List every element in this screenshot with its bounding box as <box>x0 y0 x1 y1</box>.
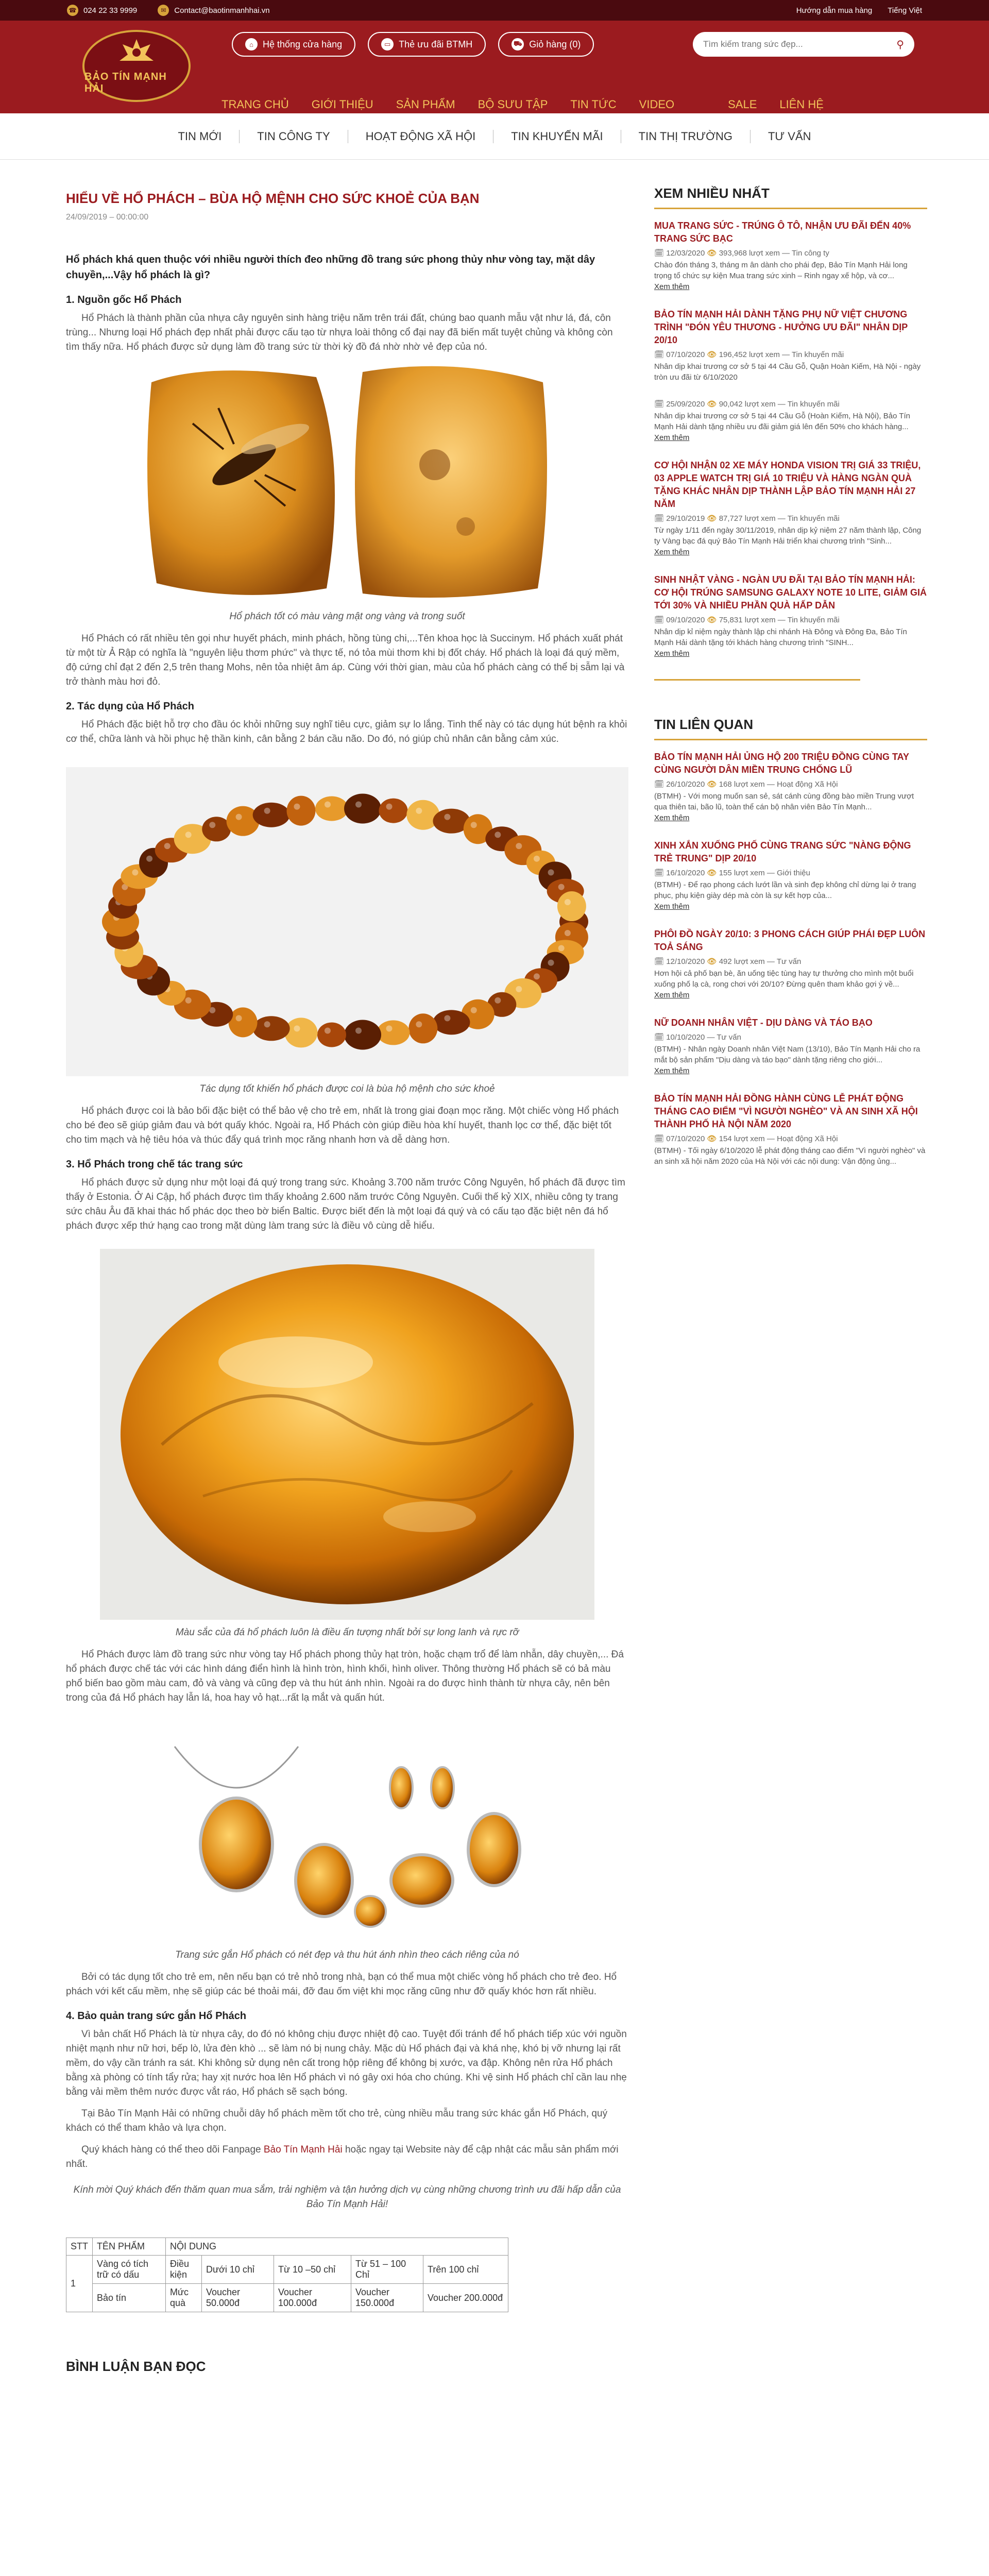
eye-icon: 👁 <box>707 780 717 789</box>
news-title[interactable]: BẢO TÍN MẠNH HẢI ỦNG HỘ 200 TRIỆU ĐỒNG CÙNG TAY CÙNG NGƯỜI DÂN MIỀN TRUNG CHỐNG LŨ <box>654 752 909 775</box>
promotion-table: STT TÊN PHẨM NỘI DUNG 1 Vàng có tích trữ có dấu Điều kiện Dưới 10 chỉ Từ 10 –50 chỉ Từ 51 – 100 Chỉ Trên 100 chỉ Bảo tín Mức quà Voucher 50.000đ Voucher 100.000đ Voucher 150.000đ Voucher 200.000đ <box>66 2238 508 2312</box>
phone-contact[interactable]: ☎ 024 22 33 9999 <box>67 5 137 16</box>
news-excerpt: (BTMH) - Để rạo phong cách lướt lần và sinh đẹp không chỉ dừng lại ở trang phục, phụ kiện giày dép mà còn là sự kết hợp của... <box>654 880 916 900</box>
paragraph: Hổ Phách là thành phần của nhựa cây nguyên sinh hàng triệu năm trên trái đất, chúng bao quanh mẫu vật như lá, đá, côn trùng... Nhưng loại Hổ phách đẹp nhất phải được cấu tạo từ nhựa loài thông cổ đại nay đã biến mất tuyệt chủng và không còn tìm thấy nữa. Hổ phách được sử dụng làm đồ trang sức từ thời kỳ đồ đá nhờ nhờ vẻ đẹp của nó. <box>66 313 613 352</box>
sidebar <box>654 185 927 1183</box>
bead-highlight <box>185 832 192 838</box>
cart-button[interactable]: ⛟ Giỏ hàng (0) <box>498 32 594 57</box>
bead-highlight <box>558 884 565 890</box>
nav-video[interactable]: VIDEO <box>639 98 675 111</box>
bead-highlight <box>146 856 152 862</box>
nav-about[interactable]: GIỚI THIỆU <box>311 98 373 111</box>
news-item[interactable] <box>654 1092 927 1167</box>
news-meta: 🗓 09/10/2020 👁 75,831 lượt xem — Tin khuyến mãi <box>654 616 840 624</box>
news-title[interactable]: XINH XẮN XUỐNG PHỐ CÙNG TRANG SỨC "NÀNG ĐỘNG TRẺ TRUNG" DỊP 20/10 <box>654 840 911 863</box>
news-meta: 🗓 29/10/2019 👁 87,727 lượt xem — Tin khuyến mãi <box>654 514 840 523</box>
news-item[interactable] <box>654 459 927 557</box>
news-excerpt: Chào đón tháng 3, tháng m ân dành cho phái đẹp, Bảo Tín Mạnh Hải long trọng tổ chức sự kiện Mua trang sức xinh – Rinh ngay xế hộp, và cơ... <box>654 261 908 280</box>
bead-highlight <box>416 1021 422 1027</box>
news-meta: 🗓 25/09/2020 👁 90,042 lượt xem — Tin khuyến mãi <box>654 400 840 409</box>
bead-highlight <box>516 843 522 849</box>
news-item[interactable] <box>654 573 927 658</box>
amber-bead <box>315 796 348 821</box>
news-title[interactable]: BẢO TÍN MẠNH HẢI ĐỒNG HÀNH CÙNG LỄ PHÁT ĐỘNG THÁNG CAO ĐIỂM "VÌ NGƯỜI NGHÈO" VÀ AN SINH XÃ HỘI THÀNH PHỐ HÀ NỘI NĂM 2020 <box>654 1093 918 1129</box>
image-caption: Hổ phách tốt có màu vàng mật ong vàng và trong suốt <box>229 611 465 622</box>
bead-highlight <box>565 930 571 936</box>
calendar-icon: 🗓 <box>654 1134 667 1143</box>
amber-bead <box>379 799 408 823</box>
calendar-icon: 🗓 <box>654 1033 667 1042</box>
calendar-icon: 🗓 <box>654 780 667 789</box>
closing-note: Kính mời Quý khách đến thăm quan mua sắm, trải nghiệm và tận hưởng dịch vụ cùng những chương trình ưu đãi hấp dẫn của Bảo Tín Mạnh Hải! <box>73 2184 621 2210</box>
divider <box>654 679 860 681</box>
loyalty-card-button[interactable]: ▭ Thẻ ưu đãi BTMH <box>368 32 486 57</box>
news-item[interactable] <box>654 399 927 443</box>
amber-bead <box>344 794 381 824</box>
bead-highlight <box>548 869 554 875</box>
bead-highlight <box>471 1007 477 1013</box>
news-item[interactable] <box>654 839 927 911</box>
news-title[interactable]: MUA TRANG SỨC - TRÚNG Ô TÔ, NHẬN ƯU ĐÃI ĐẾN 40% TRANG SỨC BẠC <box>654 221 911 244</box>
bead-highlight <box>416 808 422 814</box>
amber-bead <box>253 803 290 827</box>
nav-home[interactable]: TRANG CHỦ <box>221 98 289 111</box>
bead-highlight <box>386 1025 393 1031</box>
amber-bead <box>229 1007 258 1037</box>
comments-heading: BÌNH LUẬN BẠN ĐỌC <box>66 2359 206 2374</box>
news-title[interactable]: CƠ HỘI NHẬN 02 XE MÁY HONDA VISION TRỊ GIÁ 33 TRIỆU, 03 APPLE WATCH TRỊ GIÁ 10 TRIỆU VÀ HÀNG NGÀN QUÀ TẶNG KHÁC NHÂN DỊP THÀNH LẬP BẢO TÍN MẠNH HẢI 27 NĂM <box>654 460 921 509</box>
news-excerpt: Hơn hội cả phố bạn bè, ăn uống tiệc tùng hay tự thưởng cho mình một buổi xuống phố lạ cà, rong chơi với 20/10? Đừng quên tham khảo gợi ý về... <box>654 969 914 989</box>
search-box <box>693 32 914 57</box>
card-icon: ▭ <box>381 38 394 50</box>
phone-icon: ☎ <box>67 5 78 16</box>
bead-highlight <box>444 1015 450 1021</box>
bead-highlight <box>548 960 554 966</box>
news-meta: 🗓 07/10/2020 👁 154 lượt xem — Hoạt động Xã Hội <box>654 1134 838 1143</box>
most-read-heading: XEM NHIỀU NHẤT <box>654 185 927 209</box>
bead-highlight <box>264 1021 270 1027</box>
news-excerpt: Nhân dịp khai trương cơ sở 5 tại 44 Cầu Gỗ, Quận Hoàn Kiếm, Hà Nội - ngày tròn ưu đãi từ 6/10/2020 <box>654 362 921 382</box>
store-icon: ⌂ <box>245 38 258 50</box>
cart-icon: ⛟ <box>511 38 524 50</box>
news-title[interactable]: PHÔI ĐỒ NGÀY 20/10: 3 PHONG CÁCH GIÚP PHÁI ĐẸP LUÔN TOẢ SÁNG <box>654 929 926 952</box>
read-more-link[interactable]: Xem thêm <box>654 649 690 658</box>
read-more-link[interactable]: Xem thêm <box>654 548 690 556</box>
site-header <box>0 21 989 113</box>
image-caption: Trang sức gắn Hổ phách có nét đẹp và thu hút ánh nhìn theo cách riêng của nó <box>175 1950 519 1960</box>
news-meta: 🗓 12/03/2020 👁 393,968 lượt xem — Tin công ty <box>654 249 829 258</box>
eye-icon: 👁 <box>707 350 717 359</box>
amber-bead <box>433 1010 470 1035</box>
bead-highlight <box>325 1027 331 1033</box>
news-meta: 🗓 10/10/2020 — Tư vấn <box>654 1033 741 1042</box>
buying-guide-link[interactable]: Hướng dẫn mua hàng <box>796 6 873 15</box>
read-more-link[interactable]: Xem thêm <box>654 902 690 911</box>
bead-highlight <box>516 986 522 992</box>
calendar-icon: 🗓 <box>654 350 667 359</box>
email-contact[interactable]: ✉ Contact@baotinmanhhai.vn <box>158 5 269 16</box>
site-logo[interactable]: BẢO TÍN MẠNH HẢI <box>82 30 191 102</box>
eye-icon: 👁 <box>707 1134 717 1143</box>
search-input[interactable] <box>703 39 896 49</box>
eye-icon: 👁 <box>707 400 717 409</box>
nav-collections[interactable]: BỘ SƯU TẬP <box>478 98 548 111</box>
amber-bead <box>253 1016 290 1041</box>
bead-highlight <box>209 822 215 828</box>
news-excerpt: (BTMH) - Nhân ngày Doanh nhân Việt Nam (13/10), Bảo Tín Mạnh Hải cho ra mắt bộ sản phẩm "Dịu dàng và táo bạo" dành tặng riêng cho giới... <box>654 1045 920 1064</box>
news-item[interactable] <box>654 1016 927 1076</box>
news-excerpt: (BTMH) - Với mong muốn san sẻ, sát cánh cùng đồng bào miền Trung vượt qua thiên tai, bão lũ, toàn thể cán bộ nhân viên Bảo Tín Mạnh... <box>654 792 914 811</box>
tab-promotions[interactable]: TIN KHUYẾN MÃI <box>493 130 621 143</box>
calendar-icon: 🗓 <box>654 869 667 877</box>
bead-highlight <box>264 808 270 814</box>
paragraph: Hổ phách được coi là bảo bối đặc biệt có thể bảo vệ cho trẻ em, nhất là trong giai đoạn mọc răng. Một chiếc vòng Hổ phách cho bé đeo sẽ giúp giảm đau và bớt quấy khóc. Ngoài ra, Hổ Phách còn giúp điều hòa khí huyết, thanh lọc cơ thể, đặc biệt tốt cho tim mạch và hệ tiêu hóa và thúc đẩy quá trình mọc răng nhanh hơn và dễ dàng hơn. <box>66 1106 619 1145</box>
tab-latest-news[interactable]: TIN MỚI <box>160 130 240 143</box>
news-item[interactable] <box>654 928 927 1000</box>
section-heading: 1. Nguồn gốc Hổ Phách <box>66 294 182 306</box>
read-more-link[interactable]: Xem thêm <box>654 814 690 822</box>
news-excerpt: Nhân dịp kỉ niệm ngày thành lập chi nhánh Hà Đông và Đông Đa, Bảo Tín Mạnh Hải dành tặng tới khách hàng chương trình "SINH... <box>654 628 907 647</box>
read-more-link[interactable]: Xem thêm <box>654 991 690 999</box>
amber-bracelet-image <box>66 767 628 1076</box>
section-heading: 3. Hổ Phách trong chế tác trang sức <box>66 1159 243 1170</box>
bead-highlight <box>185 997 192 1004</box>
paragraph: Tại Bảo Tín Mạnh Hải có những chuỗi dây hổ phách mềm tốt cho trẻ, cùng nhiều mẫu trang sức khác gắn Hổ Phách, quý khách có thể tham khảo và lựa chọn. <box>66 2108 608 2133</box>
amber-bead <box>377 1020 410 1045</box>
eye-icon: 👁 <box>707 869 717 877</box>
eye-icon: 👁 <box>707 957 717 966</box>
language-switcher[interactable]: Tiếng Việt <box>888 6 922 15</box>
amber-bead <box>284 1018 317 1047</box>
paragraph: Vì bản chất Hổ Phách là từ nhựa cây, do đó nó không chịu được nhiệt độ cao. Tuyệt đối tránh để hổ phách tiếp xúc với nguồn nhiệt mạnh như nữ hơi, bếp lò, lửa đèn khò ... sẽ làm nó bị nung chảy. Mặc dù Hổ phách đại và khá nhẹ, khó bị vỡ nhưng lại rất mềm, do vậy cần tránh ra sát. Khi không sử dụng nên cất trong hộp riêng để không bị xước, va đập. Không nên rửa Hổ phách bằng xà phòng có tính tẩy rửa; hay xịt nước hoa lên Hổ phách vì nó gây oxi hóa cho chúng. Khi vệ sinh Hổ phách chỉ cần lau nhẹ bằng vải mềm thêm nước được vắt ráo, Hổ phách sẽ sạch bóng. <box>66 2029 627 2097</box>
news-excerpt: Từ ngày 1/11 đến ngày 30/11/2019, nhân dịp kỷ niệm 27 năm thành lập, Công ty Vàng bạc đá quý Bảo Tín Mạnh Hải triển khai chương trình "Sinh... <box>654 526 922 546</box>
amber-bead <box>557 891 586 921</box>
bead-highlight <box>294 1025 300 1031</box>
nav-contact[interactable]: LIÊN HỆ <box>779 98 824 111</box>
calendar-icon: 🗓 <box>654 249 667 258</box>
related-heading: TIN LIÊN QUAN <box>654 717 927 740</box>
bead-highlight <box>565 899 571 905</box>
nav-sale[interactable]: SALE <box>728 98 757 111</box>
bead-highlight <box>534 856 540 862</box>
page-title: HIỂU VỀ HỔ PHÁCH – BÙA HỘ MỆNH CHO SỨC KHOẺ CỦA BẠN <box>66 191 480 206</box>
read-more-link[interactable]: Xem thêm <box>654 1066 690 1075</box>
article <box>66 185 628 2375</box>
bead-highlight <box>294 804 300 810</box>
article-lead: Hổ phách khá quen thuộc với nhiều người thích đeo những đồ trang sức phong thủy như vòng tay, mặt dây chuyền,...Vậy hổ phách là gì? <box>66 254 595 281</box>
fanpage-link[interactable]: Bảo Tín Mạnh Hải <box>263 2144 343 2155</box>
bead-highlight <box>164 843 170 849</box>
read-more-link[interactable]: Xem thêm <box>654 433 690 442</box>
eye-icon: 👁 <box>707 249 717 258</box>
calendar-icon: 🗓 <box>654 957 667 966</box>
news-category-nav <box>0 113 989 160</box>
paragraph: Hổ phách được sử dụng như một loại đá quý trong trang sức. Khoảng 3.700 năm trước Công Nguyên, hổ phách đã được tìm thấy ở Estonia. Ở Ai Cập, hổ phách được tìm thấy khoảng 2.600 năm trước Công Nguyên. Cuối thế kỷ XIX, nhiều công ty trang sức châu Âu đã khai thác hổ phác dọc theo bờ biển Baltic. Được biết đến là một loại đá quý và có cấu tạo đặc biệt nên đá hổ phách được xếp thứ hạng cao trong mặt dùng làm trang sức là điều vô cùng dễ hiểu. <box>66 1177 625 1231</box>
calendar-icon: 🗓 <box>654 616 667 624</box>
news-meta: 🗓 26/10/2020 👁 168 lượt xem — Hoạt động Xã Hội <box>654 780 838 789</box>
bead-highlight <box>494 832 501 838</box>
publish-date: 24/09/2019 – 00:00:00 <box>66 213 149 222</box>
bead-highlight <box>325 802 331 808</box>
bead-highlight <box>534 973 540 979</box>
amber-bead <box>408 1013 437 1043</box>
news-excerpt: (BTMH) - Tối ngày 6/10/2020 lễ phát động tháng cao điểm "Vì người nghèo" và an sinh xã hội năm 2020 của Hà Nội với các nội dung: Vận động ủng... <box>654 1146 926 1166</box>
bead-highlight <box>132 869 138 875</box>
nav-news[interactable]: TIN TỨC <box>570 98 617 111</box>
amber-bead <box>317 1022 346 1047</box>
calendar-icon: 🗓 <box>654 400 667 409</box>
eye-icon: 👁 <box>707 616 717 624</box>
calendar-icon: 🗓 <box>654 514 667 523</box>
news-item[interactable] <box>654 219 927 292</box>
amber-stone-closeup-image <box>100 1249 594 1620</box>
bead-highlight <box>236 814 242 820</box>
amber-jewelry-image <box>154 1726 540 1942</box>
nav-products[interactable]: SẢN PHẨM <box>396 98 455 111</box>
bead-highlight <box>236 1015 242 1021</box>
section-heading: 4. Bảo quản trang sức gắn Hổ Phách <box>66 2010 247 2022</box>
store-system-button[interactable]: ⌂ Hệ thống cửa hàng <box>232 32 355 57</box>
tab-advice[interactable]: TƯ VẤN <box>768 129 811 143</box>
bead-highlight <box>355 1027 362 1033</box>
mail-icon: ✉ <box>158 5 169 16</box>
search-icon[interactable]: ⚲ <box>896 39 904 50</box>
eye-icon: 👁 <box>707 514 717 523</box>
news-title[interactable]: SINH NHẬT VÀNG - NGÀN ƯU ĐÃI TẠI BẢO TÍN MẠNH HẢI: CƠ HỘI TRÚNG SAMSUNG GALAXY NOTE 10 LITE, GIẢM GIÁ TỚI 30% VÀ NHIỀU PHẦN QUÀ HẤP DẪN <box>654 574 927 611</box>
image-caption: Tác dụng tốt khiến hổ phách được coi là bùa hộ mệnh cho sức khoẻ <box>199 1083 495 1094</box>
news-excerpt: Nhân dịp khai trương cơ sở 5 tại 44 Cầu Gỗ (Hoàn Kiếm, Hà Nội), Bảo Tín Mạnh Hải dành tặng nhiều ưu đãi giảm giá lên đến 50% cho khách hàng... <box>654 412 910 431</box>
amber-bead <box>286 796 315 826</box>
bead-highlight <box>386 804 393 810</box>
bead-highlight <box>444 814 450 820</box>
main-nav <box>221 98 846 111</box>
tab-market-news[interactable]: TIN THỊ TRƯỜNG <box>621 130 751 143</box>
top-bar <box>0 0 989 21</box>
bead-highlight <box>471 822 477 828</box>
tab-social-activity[interactable]: HOẠT ĐỘNG XÃ HỘI <box>348 130 494 143</box>
logo-emblem-icon <box>117 37 156 68</box>
news-title[interactable]: BẢO TÍN MẠNH HẢI DÀNH TẶNG PHỤ NỮ VIỆT CHƯƠNG TRÌNH "ĐÓN YÊU THƯƠNG - HƯỞNG ƯU ĐÃI" NHÂN DỊP 20/10 <box>654 309 908 345</box>
bead-highlight <box>355 802 362 808</box>
read-more-link[interactable]: Xem thêm <box>654 282 690 291</box>
news-meta: 🗓 16/10/2020 👁 155 lượt xem — Giới thiệu <box>654 869 810 877</box>
news-title[interactable]: NỮ DOANH NHÂN VIỆT - DỊU DÀNG VÀ TÁO BẠO <box>654 1018 873 1028</box>
amber-bead <box>344 1020 381 1049</box>
image-caption: Màu sắc của đá hổ phách luôn là điều ấn tượng nhất bởi sự long lanh và rực rỡ <box>175 1627 519 1638</box>
paragraph: Hổ Phách có rất nhiều tên gọi như huyết phách, minh phách, hồng tùng chi,...Tên khoa học là Succinym. Hổ phách xuất phát từ một từ Ả Rập có nghĩa là "nguyên liệu thơm phức" và thực tế, nó tỏa mùi thơm khi bị đốt cháy. Hổ phách là loại đá quý mềm, độ cứng chỉ đạt 2 đến 2,5 trên thang Mohs, nên tỏa nhiệt âm áp. Cùng với thời gian, màu của hổ phách càng có thể bị sẫm lại và trở thành màu hơi đỏ. <box>66 633 625 687</box>
bead-highlight <box>494 997 501 1004</box>
paragraph: Bởi có tác dụng tốt cho trẻ em, nên nếu bạn có trẻ nhỏ trong nhà, bạn có thể mua một chiếc vòng hổ phách cho trẻ đeo. Hổ phách với kết cấu mềm, nhẹ sẽ giúp các bé thoải mái, đỡ đau ốm việt khi mọc răng cũng như đỡ quấy khóc hơn rất nhiều. <box>66 1972 617 1997</box>
paragraph: Quý khách hàng có thể theo dõi Fanpage Bảo Tín Mạnh Hải hoặc ngay tại Website này để cập nhật các mẫu sản phẩm mới nhất. <box>66 2144 619 2170</box>
bead-highlight <box>558 945 565 951</box>
news-item[interactable] <box>654 751 927 823</box>
news-meta: 🗓 07/10/2020 👁 196,452 lượt xem — Tin khuyến mãi <box>654 350 844 359</box>
news-item[interactable] <box>654 308 927 383</box>
paragraph: Hổ Phách được làm đồ trang sức như vòng tay Hổ phách phong thủy hạt tròn, hoặc chạm trổ để làm nhẫn, dây chuyền,... Đá hổ phách được chế tác với các hình dáng điển hình là hình tròn, hình khối, hình oliver. Thông thường Hổ phách sẽ có bả màu phổ biến bao gồm màu cam, đỏ và vàng và cũng đẹp và thu hút ánh nhìn. Ngoài ra do được hình thành từ nhựa cây, nên bên trong của đá Hổ phách hay lẫn lá, hoa hay vỏ hạt...rất lạ mắt và quấn hút. <box>66 1649 624 1703</box>
news-meta: 🗓 12/10/2020 👁 492 lượt xem — Tư vấn <box>654 957 802 966</box>
amber-insect-image <box>146 362 548 604</box>
section-heading: 2. Tác dụng của Hổ Phách <box>66 701 194 712</box>
tab-company-news[interactable]: TIN CÔNG TY <box>240 130 348 143</box>
paragraph: Hổ Phách đặc biệt hỗ trợ cho đầu óc khỏi những suy nghĩ tiêu cực, giảm sự lo lắng. Tinh thể này có tác dụng hút bệnh ra khỏi cơ thể, chữa lành và hồi phục hệ thần kinh, cân bằng 2 bán cầu não. Do đó, nó giúp chủ nhân cân bằng cảm xúc. <box>66 719 627 744</box>
